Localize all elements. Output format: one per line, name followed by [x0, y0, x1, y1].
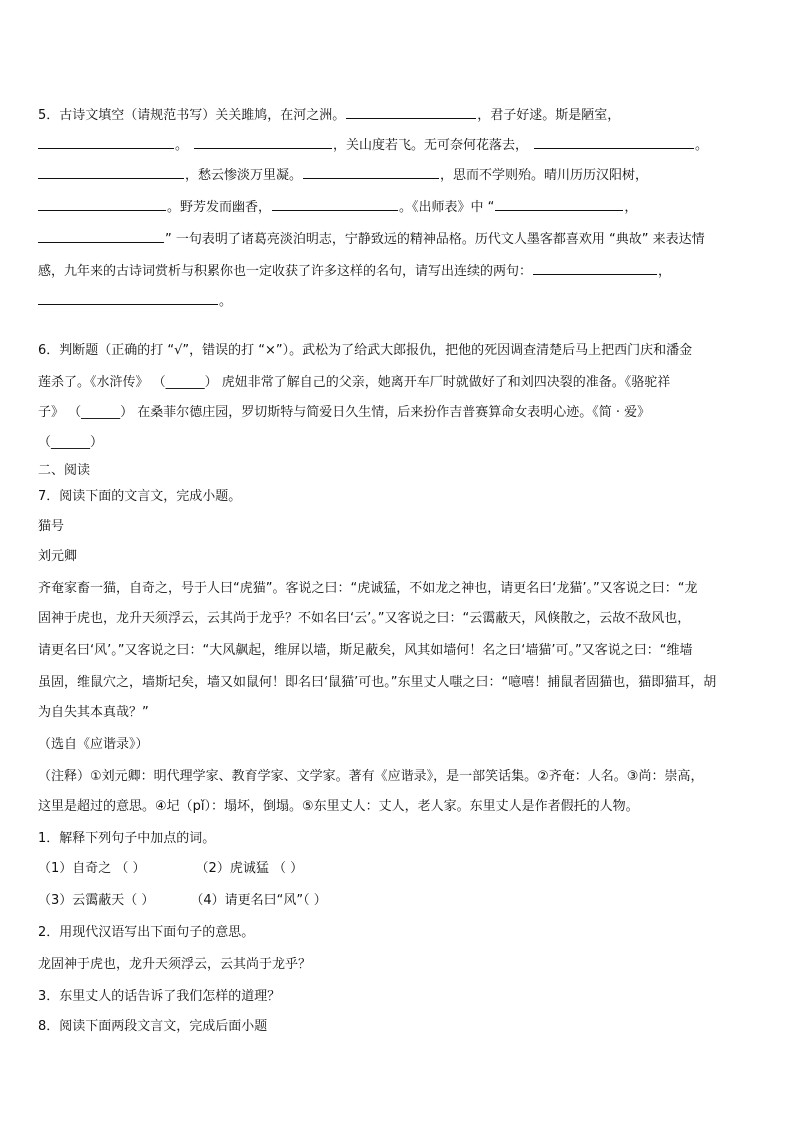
q7-intro: 7．阅读下面的文言文，完成小题。: [38, 489, 242, 504]
q5-text: 。: [175, 138, 189, 153]
word-item: （2）虎诚猛 （ ）: [195, 861, 304, 876]
q5-text: ，思而不学则殆。晴川历历汉阳树，: [440, 168, 649, 183]
passage-line-5: 为自失其本真哉？”: [38, 705, 149, 720]
q5-text: 。《出师表》中 “: [399, 200, 495, 215]
answer-blank[interactable]: [38, 134, 174, 149]
q6-line-2: 莲杀了。《水浒传》 （______） 虎妞非常了解自己的父亲，她离开车厂时就做好了和刘四决裂的准备。《骆驼祥: [38, 375, 671, 390]
word-item: （1）自奇之 （ ）: [38, 861, 146, 876]
answer-blank[interactable]: [194, 134, 332, 149]
q5-text: ，: [624, 200, 638, 215]
q5-line-2: [38, 134, 758, 156]
q6-line-3: 子》 （______） 在桑菲尔德庄园，罗切斯特与简爱日久生情，后来扮作吉普赛算命女表明心迹。《简 · 爱》: [38, 405, 651, 420]
q5-text: ，君子好逑。斯是陋室，: [477, 108, 621, 123]
answer-blank[interactable]: [534, 134, 694, 149]
word-item: （3）云霭蔽天（ ）: [38, 893, 155, 908]
passage-line-3: 请更名曰‘风’。”又客说之曰：“大风飙起，维屏以墙，斯足蔽矣，风其如墙何！名之曰‘墙猫’可。”又客说之曰：“维墙: [38, 643, 693, 658]
q5-text: ，关山度若飞。无可奈何花落去，: [333, 138, 529, 153]
subquestion-1-items: [38, 890, 758, 912]
passage-line-1: 齐奄家畜一猫，自奇之，号于人曰“虎猫”。客说之曰：“虎诚猛，不如龙之神也，请更名曰‘龙猫’。”又客说之曰：“龙: [38, 581, 698, 596]
passage-line-4: 虽固，维鼠穴之，墙斯圮矣，墙又如鼠何！即名曰‘鼠猫’可也。”东里丈人嗤之曰：“噫嘻！捕鼠者固猫也，猫即猫耳，胡: [38, 675, 717, 690]
q5-line-7: [38, 290, 758, 312]
q8-intro: 8．阅读下面两段文言文，完成后面小题: [38, 1019, 268, 1034]
q5-line-6: [38, 260, 758, 282]
notes-line-1: （注释）①刘元卿：明代理学家、教育学家、文学家。著有《应谐录》，是一部笑话集。②齐奄：人名。③尚：崇高，: [38, 769, 704, 784]
answer-blank[interactable]: [272, 196, 398, 211]
subquestion-3: 3．东里丈人的话告诉了我们怎样的道理？: [38, 989, 281, 1004]
answer-blank[interactable]: [38, 290, 218, 305]
q6-line-1: 6．判断题（正确的打 “√”，错误的打 “×”）。武松为了给武大郎报仇，把他的死因调查清楚后马上把西门庆和潘金: [38, 343, 693, 358]
subquestion-1: 1．解释下列句子中加点的词。: [38, 831, 216, 846]
q5-text: 5．古诗文填空（请规范书写）关关雎鸠，在河之洲。: [38, 108, 346, 123]
q5-text: 。: [695, 138, 709, 153]
subquestion-2-sentence: 龙固神于虎也，龙升天须浮云，云其尚于龙乎？: [38, 957, 312, 972]
answer-blank[interactable]: [346, 104, 476, 119]
subquestion-2: 2．用现代汉语写出下面句子的意思。: [38, 925, 255, 940]
answer-blank[interactable]: [38, 196, 166, 211]
answer-blank[interactable]: [533, 260, 657, 275]
passage-title: 猫号: [38, 519, 65, 534]
q5-line-5: [38, 228, 758, 250]
answer-blank[interactable]: [38, 228, 164, 243]
passage-author: 刘元卿: [38, 549, 78, 564]
q5-text: 。: [219, 294, 233, 309]
q5-text: 。野芳发而幽香，: [167, 200, 272, 215]
q5-line-3: [38, 164, 758, 186]
q5-text: ，: [658, 264, 672, 279]
word-item: （4）请更名曰“风”（ ）: [190, 893, 327, 908]
q5-text: 感，九年来的古诗词赏析与积累你也一定收获了许多这样的名句，请写出连续的两句：: [38, 264, 533, 279]
q6-line-4: （______）: [38, 435, 104, 450]
subquestion-1-items: [38, 858, 758, 880]
passage-line-2: 固神于虎也，龙升天须浮云，云其尚于龙乎？不如名曰‘云’。”又客说之曰：“云霭蔽天，风倏散之，云故不敌风也，: [38, 611, 691, 626]
answer-blank[interactable]: [38, 164, 184, 179]
answer-blank[interactable]: [303, 164, 439, 179]
q5-line-1: [38, 104, 758, 126]
q5-line-4: [38, 196, 758, 218]
notes-line-2: 这里是超过的意思。④圮（pǐ）：塌坏，倒塌。⑤东里丈人：丈人，老人家。东里丈人是作者假托的人物。: [38, 799, 639, 814]
answer-blank[interactable]: [495, 196, 623, 211]
section-heading: 二、阅读: [38, 463, 91, 478]
q5-text: ，愁云惨淡万里凝。: [185, 168, 303, 183]
passage-source: （选自《应谐录》）: [38, 737, 149, 752]
q5-text: ” 一句表明了诸葛亮淡泊明志，宁静致远的精神品格。历代文人墨客都喜欢用 “典故” 来表达情: [165, 232, 705, 247]
